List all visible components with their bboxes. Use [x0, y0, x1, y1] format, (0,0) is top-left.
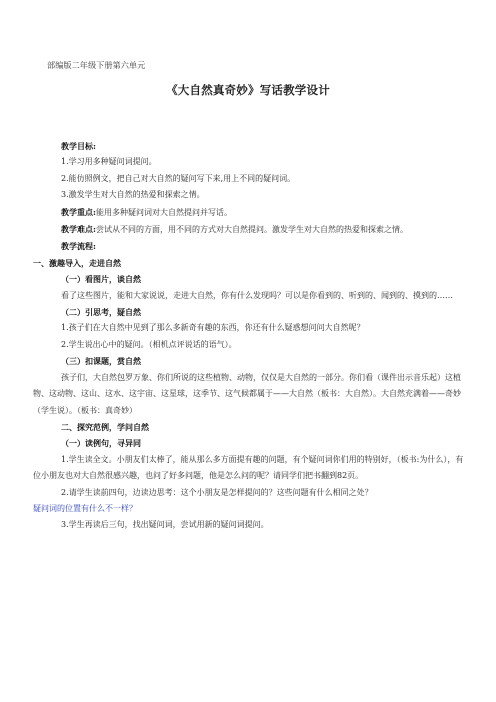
paragraph: 孩子们，大自然包罗万象、你们所说的这些植物、动物，仅仅是大自然的一部分。你们看（课件出示音乐起）这植物、这动物、这山、这水、这宇宙、这星球，这季节、这气候都属于——大自然（板书：大自然）。大自然充满着——奇妙（学生说）。（板书：真奇妙） [33, 372, 461, 415]
goals-label: 教学目标: [61, 141, 96, 151]
subsection-heading: （三）扣课题，赏自然 [61, 356, 141, 367]
key-text: 能用多种疑问词对大自然提问并写话。 [95, 207, 232, 217]
document-body [33, 138, 464, 534]
section-heading: 二、探究范例，学问自然 [61, 421, 149, 432]
subsection-heading: （一）看图片，谈自然 [61, 274, 141, 285]
paragraph: 2.请学生读前四句，边读边思考：这个小朋友是怎样提问的？这些问题有什么相同之处？ [61, 487, 373, 497]
paragraph: 3.学生再读后三句，找出疑问词，尝试用新的疑问词提问。 [61, 520, 269, 530]
goal-item: 3.激发学生对大自然的热爱和探索之情。 [61, 190, 205, 200]
list-item: 1.孩子们在大自然中见到了那么多新奇有趣的东西，你还有什么疑惑想问问大自然呢？ [61, 323, 365, 333]
difficulty-label: 教学难点: [61, 224, 96, 235]
document-title: 《大自然真奇妙》写话教学设计 [166, 83, 330, 97]
goal-item: 1.学习用多种疑问词提问。 [61, 157, 157, 167]
highlighted-question: 疑问词的位置有什么不一样？ [33, 503, 137, 513]
key-label: 教学重点: [61, 206, 96, 217]
difficulty-text: 尝试从不同的方面，用不同的方式对大自然提问。激发学生对大自然的热爱和探索之情。 [95, 225, 408, 235]
subsection-heading: （二）引思考，疑自然 [61, 307, 141, 318]
header-note: 部编版二年级下册第六单元 [47, 60, 146, 70]
paragraph: 看了这些图片，能和大家说说，走进大自然，你有什么发现吗？可以是你看到的、听到的、闻到的、摸到的…… [61, 290, 453, 300]
paragraph: 1.学生读全文。小朋友们太棒了，能从那么多方面提有趣的问题，有个疑问词你们用的特别好，（板书:为什么），有位小朋友也对大自然很感兴趣，也问了好多问题，他是怎么问的呢？请同学们把书翻到82页。 [33, 454, 464, 481]
process-label: 教学流程: [61, 241, 96, 252]
key-point [33, 204, 464, 221]
goal-item: 2.能仿照例文，把自己对大自然的疑问写下来,用上不同的疑问词。 [61, 173, 296, 183]
list-item: 2.学生说出心中的疑问。（相机点评说话的语气）。 [61, 339, 237, 349]
difficulty-point [33, 221, 464, 238]
subsection-heading: （一）读例句，寻异同 [61, 438, 141, 449]
section-heading: 一、激趣导入，走进自然 [33, 257, 121, 268]
